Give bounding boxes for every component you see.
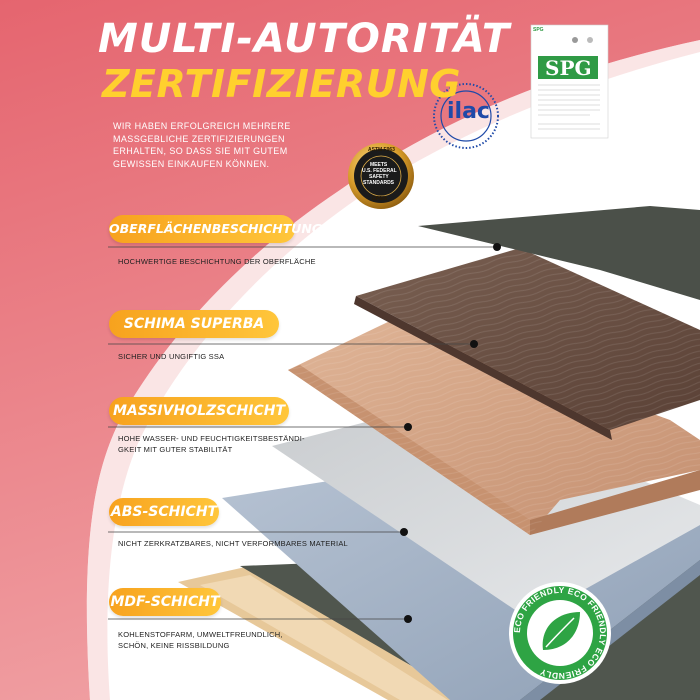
spg-certificate-icon [531,25,608,138]
svg-text:ECO FRIENDLY ECO FRIENDLY ECO [512,585,608,681]
desc-schima-superba: SICHER UND UNGIFTIG SSA [118,352,225,361]
astm-seal-bottom-text: CPSIA [372,196,388,202]
label-mdf-schicht: MDF-SCHICHT [109,588,221,616]
eco-friendly-text: ECO FRIENDLY ECO FRIENDLY ECO FRIENDLY [511,584,609,682]
desc-abs-schicht: NICHT ZERKRATZBARES, NICHT VERFORMBARES MATERIAL [118,539,348,548]
astm-seal-text-3: SAFETY [369,174,389,180]
eco-friendly-ring-text [506,579,614,687]
intro-text: WIR HABEN ERFOLGREICH MEHRERE MASSGEBLICHE ZERTIFIZIERUNGEN ERHALTEN, SO DASS SIE MIT GUTEM GEWISSEN EINKAUFEN KÖNNEN. [113,121,291,169]
astm-seal-top-text: ASTM F963 [368,147,395,153]
label-schima-superba: SCHIMA SUPERBA [109,310,279,338]
title-line-1: MULTI-AUTORITÄT [98,16,511,62]
astm-seal-text-1: MEETS [370,162,388,168]
ilac-logo-text: ilac [447,99,490,124]
spg-logo-text: SPG [545,56,592,80]
desc-mdf-schicht: KOHLENSTOFFARM, UMWELTFREUNDLICH, SCHÖN, KEINE RISSBILDUNG [118,630,283,650]
astm-seal-text-2: U.S. FEDERAL [362,168,397,174]
title-line-2: ZERTIFIZIERUNG [102,62,461,106]
desc-oberflaechenbeschichtung: HOCHWERTIGE BESCHICHTUNG DER OBERFLÄCHE [118,257,316,266]
desc-massivholzschicht: HOHE WASSER- UND FEUCHTIGKEITSBESTÄNDI-GKEIT MIT GUTER STABILITÄT [118,434,305,454]
spg-small-label: SPG [533,27,544,33]
astm-seal-text-4: STANDARDS [363,180,395,186]
label-oberflaechenbeschichtung: OBERFLÄCHENBESCHICHTUNG [109,215,295,243]
label-massivholzschicht: MASSIVHOLZSCHICHT [109,397,289,425]
label-abs-schicht: ABS-SCHICHT [109,498,219,526]
